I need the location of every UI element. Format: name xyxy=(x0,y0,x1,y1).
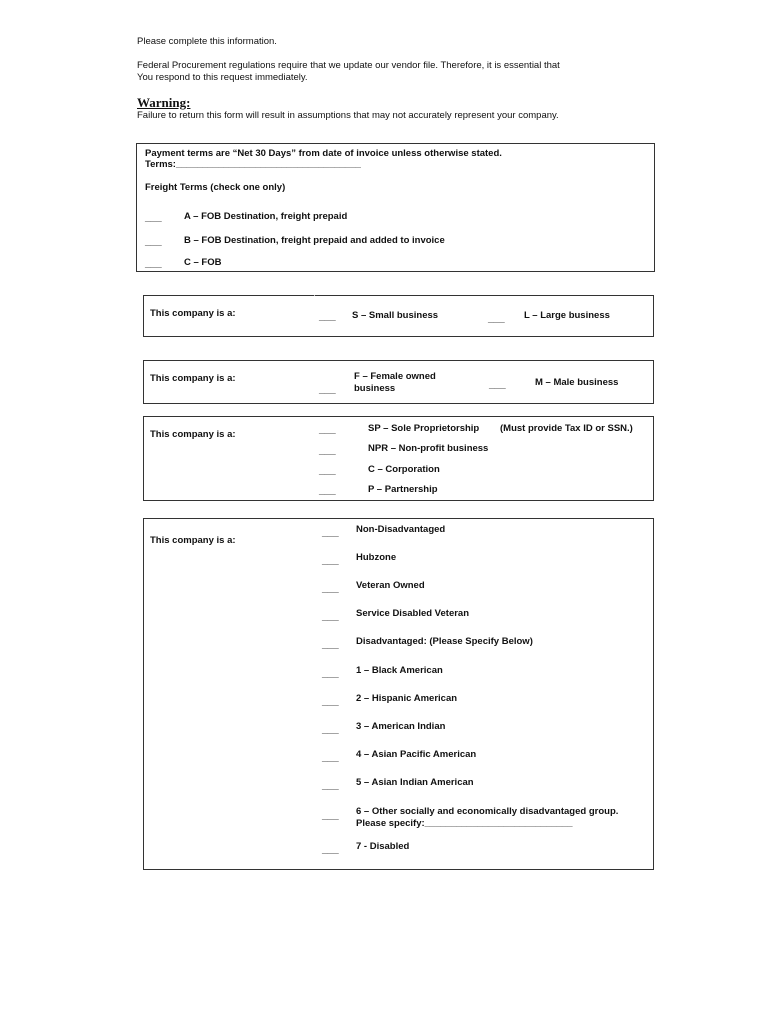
disadvantaged-label: Disadvantaged: (Please Specify Below) xyxy=(356,636,533,647)
payment-terms-text: Payment terms are “Net 30 Days” from date of invoice unless otherwise stated. xyxy=(145,148,502,159)
partnership-label: P – Partnership xyxy=(368,484,438,495)
female-owned-label-1: F – Female owned xyxy=(354,371,436,382)
hubzone-label: Hubzone xyxy=(356,552,397,563)
asian-indian-american-label: 5 – Asian Indian American xyxy=(356,777,474,788)
freight-option-a-checkbox[interactable]: ___ xyxy=(145,212,162,223)
non-profit-label: NPR – Non-profit business xyxy=(368,443,489,454)
company-size-label: This company is a: xyxy=(150,308,236,319)
company-structure-box xyxy=(143,416,654,501)
freight-option-a-label: A – FOB Destination, freight prepaid xyxy=(184,211,348,222)
intro-line-2: Federal Procurement regulations require that we update our vendor file. Therefore, it is essential that xyxy=(137,60,560,71)
intro-line-3: You respond to this request immediately. xyxy=(137,72,308,83)
freight-option-b-label: B – FOB Destination, freight prepaid and added to invoice xyxy=(184,235,445,246)
sole-proprietorship-label: SP – Sole Proprietorship xyxy=(368,423,480,434)
sole-proprietorship-checkbox[interactable]: ___ xyxy=(319,424,336,435)
black-american-checkbox[interactable]: ___ xyxy=(322,668,339,679)
terms-field[interactable]: Terms:___________________________________ xyxy=(145,159,361,170)
large-business-checkbox[interactable]: ___ xyxy=(488,313,505,324)
tax-id-note: (Must provide Tax ID or SSN.) xyxy=(500,423,633,434)
company-classification-box xyxy=(143,518,654,870)
corporation-checkbox[interactable]: ___ xyxy=(319,465,336,476)
service-disabled-veteran-checkbox[interactable]: ___ xyxy=(322,611,339,622)
hubzone-checkbox[interactable]: ___ xyxy=(322,555,339,566)
hispanic-american-checkbox[interactable]: ___ xyxy=(322,696,339,707)
hispanic-american-label: 2 – Hispanic American xyxy=(356,693,458,704)
freight-terms-label: Freight Terms (check one only) xyxy=(145,182,286,193)
company-owner-label: This company is a: xyxy=(150,373,236,384)
male-owned-checkbox[interactable]: ___ xyxy=(489,379,506,390)
company-structure-label: This company is a: xyxy=(150,429,236,440)
payment-terms-box xyxy=(136,143,655,272)
non-disadvantaged-label: Non-Disadvantaged xyxy=(356,524,446,535)
asian-indian-american-checkbox[interactable]: ___ xyxy=(322,780,339,791)
other-disadvantaged-checkbox[interactable]: ___ xyxy=(322,810,339,821)
small-business-checkbox[interactable]: ___ xyxy=(319,311,336,322)
intro-line-1: Please complete this information. xyxy=(137,36,277,47)
warning-text: Failure to return this form will result in assumptions that may not accurately represent your company. xyxy=(137,110,559,121)
non-profit-checkbox[interactable]: ___ xyxy=(319,445,336,456)
corporation-label: C – Corporation xyxy=(368,464,440,475)
black-american-label: 1 – Black American xyxy=(356,665,443,676)
company-owner-box xyxy=(143,360,654,404)
freight-option-b-checkbox[interactable]: ___ xyxy=(145,236,162,247)
american-indian-checkbox[interactable]: ___ xyxy=(322,724,339,735)
freight-option-c-label: C – FOB xyxy=(184,257,222,268)
female-owned-label-2: business xyxy=(354,383,396,394)
freight-option-c-checkbox[interactable]: ___ xyxy=(145,258,162,269)
disabled-checkbox[interactable]: ___ xyxy=(322,844,339,855)
disadvantaged-checkbox[interactable]: ___ xyxy=(322,639,339,650)
non-disadvantaged-checkbox[interactable]: ___ xyxy=(322,527,339,538)
company-classification-label: This company is a: xyxy=(150,535,236,546)
small-business-label: S – Small business xyxy=(352,310,439,321)
asian-pacific-american-label: 4 – Asian Pacific American xyxy=(356,749,477,760)
female-owned-checkbox[interactable]: ___ xyxy=(319,384,336,395)
male-owned-label: M – Male business xyxy=(535,377,619,388)
american-indian-label: 3 – American Indian xyxy=(356,721,446,732)
asian-pacific-american-checkbox[interactable]: ___ xyxy=(322,752,339,763)
service-disabled-veteran-label: Service Disabled Veteran xyxy=(356,608,470,619)
veteran-owned-checkbox[interactable]: ___ xyxy=(322,583,339,594)
veteran-owned-label: Veteran Owned xyxy=(356,580,425,591)
disabled-label: 7 - Disabled xyxy=(356,841,410,852)
partnership-checkbox[interactable]: ___ xyxy=(319,485,336,496)
other-disadvantaged-label: 6 – Other socially and economically disadvantaged group. xyxy=(356,806,619,817)
warning-title: Warning: xyxy=(137,95,191,110)
large-business-label: L – Large business xyxy=(524,310,610,321)
other-specify-field[interactable]: Please specify:____________________________ xyxy=(356,818,573,829)
company-size-box xyxy=(143,295,654,337)
